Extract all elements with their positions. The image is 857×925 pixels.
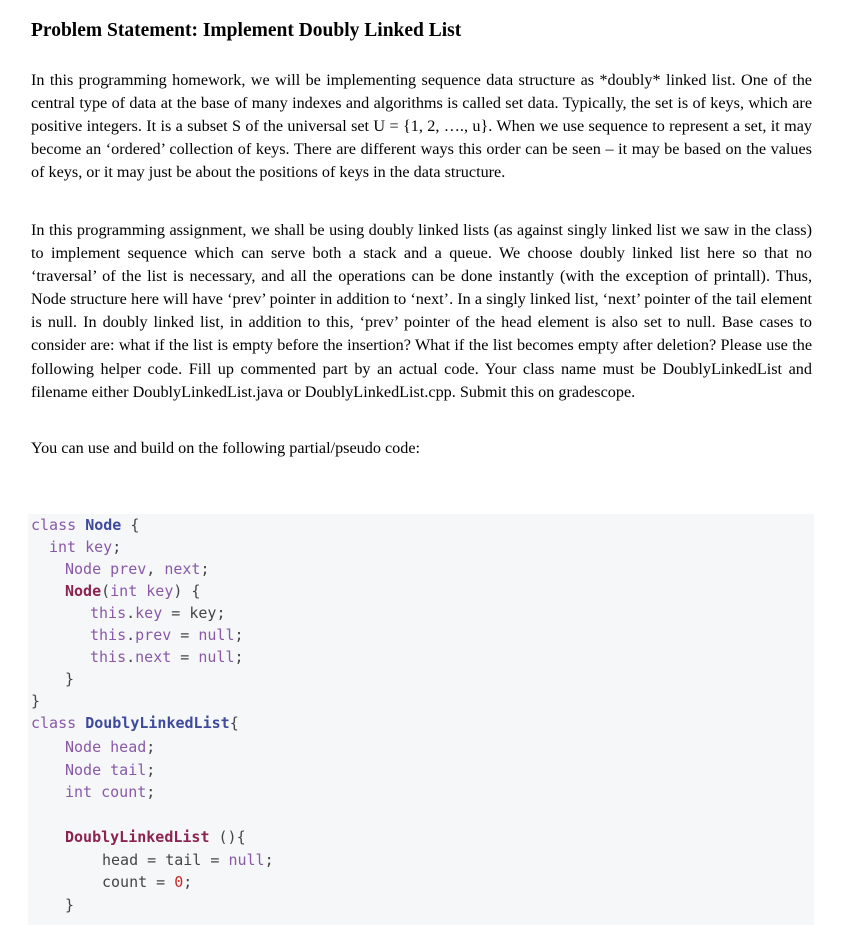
code-line: Node head; [65,738,156,756]
code-keyword: int [65,783,93,801]
code-keyword: this [90,604,127,622]
code-intro-paragraph: You can use and build on the following partial/pseudo code: [31,439,421,457]
code-identifier: next [164,560,201,578]
code-type: Node [65,738,102,756]
intro-paragraph: In this programming homework, we will be implementing sequence data structure as *doubly* linked list. One of the central type of data at the base of many indexes and algorithms is called set data. Typically, the set is of keys, which are positive integers. It is a subset S of the universal set U = {1, 2, …., u}. When we use sequence to represent a set, it may become an ‘ordered’ collection of keys. There are different ways this order can be seen – it may be based on the values of keys, or it may just be about the positions of keys in the data structure. [31,71,812,182]
code-keyword: this [90,626,127,644]
code-line: int count; [65,783,156,801]
code-number: 0 [174,873,184,891]
code-identifier: head [102,851,139,869]
code-keyword: class [31,516,77,534]
code-identifier: head [110,738,147,756]
code-line: Node(int key) { [65,582,201,600]
code-identifier: key [189,604,217,622]
code-identifier: key [146,582,174,600]
page-title: Problem Statement: Implement Doubly Linked List [31,20,462,41]
code-line: int key; [49,538,122,556]
code-line: this.key = key; [90,604,226,622]
code-identifier: tail [165,851,202,869]
code-line: head = tail = null; [102,851,274,869]
code-line: this.next = null; [90,648,244,666]
code-identifier: tail [110,761,147,779]
code-type: Node [65,560,102,578]
code-identifier: count [102,873,148,891]
code-line: DoublyLinkedList (){ [65,828,246,846]
code-line: this.prev = null; [90,626,244,644]
code-line: Node tail; [65,761,156,779]
code-identifier: prev [110,560,147,578]
code-class-name: Node [85,516,122,534]
code-keyword: class [31,714,77,732]
code-keyword: this [90,648,127,666]
code-keyword: int [110,582,138,600]
code-line: } [65,670,75,688]
code-literal: null [198,648,235,666]
code-line: Node prev, next; [65,560,210,578]
code-class-name: DoublyLinkedList [85,714,230,732]
code-identifier: next [135,648,172,666]
code-line: } [31,692,41,710]
assignment-paragraph: In this programming assignment, we shall be using doubly linked lists (as against singly linked list we saw in the class) to implement sequence which can serve both a stack and a queue. We choose doubly linked list here so that no ‘traversal’ of the list is necessary, and all the operations can be done instantly (with the exception of printall). Thus, Node structure here will have ‘prev’ pointer in addition to ‘next’. In a singly linked list, ‘next’ pointer of the tail element is null. In doubly linked list, in addition to this, ‘prev’ pointer of the head element is also set to null. Base cases to consider are: what if the list is empty before the insertion? What if the list becomes empty after deletion? Please use the following helper code. Fill up commented part by an actual code. Your class name must be DoublyLinkedList and filename either DoublyLinkedList.java or DoublyLinkedList.cpp. Submit this on gradescope. [31,221,812,401]
code-literal: null [228,851,265,869]
code-keyword: int [49,538,77,556]
code-identifier: prev [135,626,172,644]
code-line: } [65,896,75,914]
code-block [28,514,814,925]
code-line: count = 0; [102,873,193,891]
code-line: class DoublyLinkedList{ [31,714,239,732]
code-identifier: key [135,604,163,622]
code-identifier: key [85,538,113,556]
code-line: class Node { [31,516,140,534]
code-literal: null [198,626,235,644]
code-constructor: DoublyLinkedList [65,828,210,846]
code-type: Node [65,761,102,779]
code-identifier: count [101,783,147,801]
code-constructor: Node [65,582,102,600]
